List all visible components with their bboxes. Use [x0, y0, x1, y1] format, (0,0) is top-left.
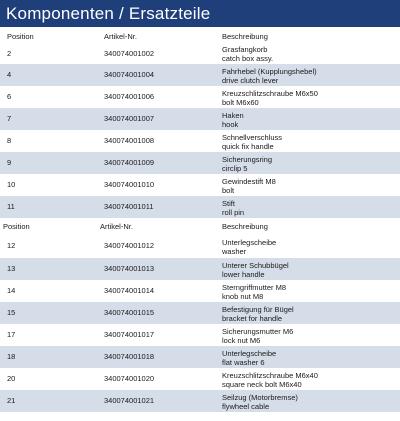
cell-article: 340074001007: [104, 114, 155, 123]
cell-position: 21: [7, 396, 16, 405]
cell-position: 18: [7, 352, 16, 361]
table-row: [0, 368, 400, 390]
cell-description: [222, 133, 282, 151]
description-en: roll pin: [222, 208, 245, 217]
cell-position: 20: [7, 374, 16, 383]
cell-article: 340074001012: [104, 241, 155, 250]
cell-description: [222, 111, 244, 129]
description-de: Seilzug (Motorbremse): [222, 393, 298, 402]
cell-article: 340074001006: [104, 92, 155, 101]
parts-rows-2: [0, 234, 400, 412]
cell-article: 340074001020: [104, 374, 155, 383]
cell-description: [222, 283, 286, 301]
cell-description: [222, 67, 317, 85]
cell-article: 340074001015: [104, 308, 155, 317]
cell-article: 340074001021: [104, 396, 155, 405]
cell-position: 10: [7, 180, 16, 189]
cell-position: 8: [7, 136, 12, 145]
table-row: [0, 280, 400, 302]
cell-description: [222, 199, 244, 217]
cell-position: 2: [7, 49, 12, 58]
parts-table-2: [0, 219, 400, 233]
column-header-article: Artikel-Nr.: [100, 222, 133, 231]
cell-position: 6: [7, 92, 12, 101]
table-row: [0, 302, 400, 324]
description-en: washer: [222, 247, 247, 256]
table-row: [0, 390, 400, 412]
cell-article: 340074001013: [104, 264, 155, 273]
cell-description: [222, 261, 289, 279]
cell-article: 340074001017: [104, 330, 155, 339]
table-row: [0, 64, 400, 86]
description-de: Schnellverschluss: [222, 133, 283, 142]
description-de: Unterlegscheibe: [222, 349, 277, 358]
cell-position: 15: [7, 308, 16, 317]
cell-description: [222, 349, 276, 367]
description-en: lower handle: [222, 270, 265, 279]
parts-table-1: [0, 29, 400, 42]
cell-article: 340074001018: [104, 352, 155, 361]
cell-article: 340074001002: [104, 49, 155, 58]
description-en: hook: [222, 120, 239, 129]
cell-position: 13: [7, 264, 16, 273]
description-de: Grasfangkorb: [222, 45, 268, 54]
cell-description: [222, 393, 298, 411]
cell-article: 340074001014: [104, 286, 155, 295]
description-en: bolt M6x60: [222, 98, 259, 107]
table-row: [0, 346, 400, 368]
table-row: [0, 234, 400, 258]
description-de: Befestigung für Bügel: [222, 305, 294, 314]
cell-article: 340074001009: [104, 158, 155, 167]
cell-description: [222, 305, 294, 323]
cell-position: 14: [7, 286, 16, 295]
cell-article: 340074001008: [104, 136, 155, 145]
description-de: Fahrhebel (Kupplungshebel): [222, 67, 317, 76]
table-row: [0, 196, 400, 218]
description-en: knob nut M8: [222, 292, 264, 301]
cell-description: [222, 238, 276, 256]
description-de: Haken: [222, 111, 244, 120]
description-de: Kreuzschlitzschraube M6x40: [222, 371, 318, 380]
table-row: [0, 86, 400, 108]
table-row: [0, 130, 400, 152]
description-de: Sicherungsmutter M6: [222, 327, 294, 336]
description-de: Gewindestift M8: [222, 177, 276, 186]
column-header-description: Beschreibung: [222, 222, 268, 231]
cell-description: [222, 45, 273, 63]
parts-rows-1: [0, 43, 400, 218]
cell-description: [222, 371, 318, 389]
cell-description: [222, 155, 272, 173]
cell-position: 12: [7, 241, 16, 250]
cell-position: 9: [7, 158, 12, 167]
table-row: [0, 43, 400, 64]
table-row: [0, 324, 400, 346]
description-de: Sterngriffmutter M8: [222, 283, 287, 292]
column-header-position: Position: [3, 222, 30, 231]
description-en: bracket for handle: [222, 314, 283, 323]
column-header-description: Beschreibung: [222, 32, 268, 41]
cell-description: [222, 177, 276, 195]
description-en: circlip 5: [222, 164, 248, 173]
description-de: Sicherungsring: [222, 155, 273, 164]
cell-description: [222, 327, 293, 345]
description-en: bolt: [222, 186, 235, 195]
description-en: drive clutch lever: [222, 76, 279, 85]
cell-position: 11: [7, 202, 15, 211]
description-de: Unterer Schubbügel: [222, 261, 289, 270]
cell-description: [222, 89, 318, 107]
cell-article: 340074001011: [104, 202, 154, 211]
description-de: Kreuzschlitzschraube M6x50: [222, 89, 318, 98]
cell-position: 7: [7, 114, 12, 123]
table-row: [0, 152, 400, 174]
cell-position: 4: [7, 70, 12, 79]
cell-article: 340074001004: [104, 70, 155, 79]
table-header: [0, 29, 400, 42]
table-row: [0, 258, 400, 280]
description-en: flat washer 6: [222, 358, 265, 367]
column-header-position: Position: [7, 32, 34, 41]
description-en: square neck bolt M6x40: [222, 380, 302, 389]
description-en: catch box assy.: [222, 54, 274, 63]
table-row: [0, 174, 400, 196]
table-header: [0, 219, 400, 233]
description-de: Stift: [222, 199, 235, 208]
column-header-article: Artikel-Nr.: [104, 32, 137, 41]
description-en: quick fix handle: [222, 142, 274, 151]
table-row: [0, 108, 400, 130]
description-en: lock nut M6: [222, 336, 261, 345]
cell-position: 17: [7, 330, 16, 339]
page-title: Komponenten / Ersatzteile: [0, 0, 400, 27]
cell-article: 340074001010: [104, 180, 155, 189]
description-en: flywheel cable: [222, 402, 270, 411]
description-de: Unterlegscheibe: [222, 238, 277, 247]
